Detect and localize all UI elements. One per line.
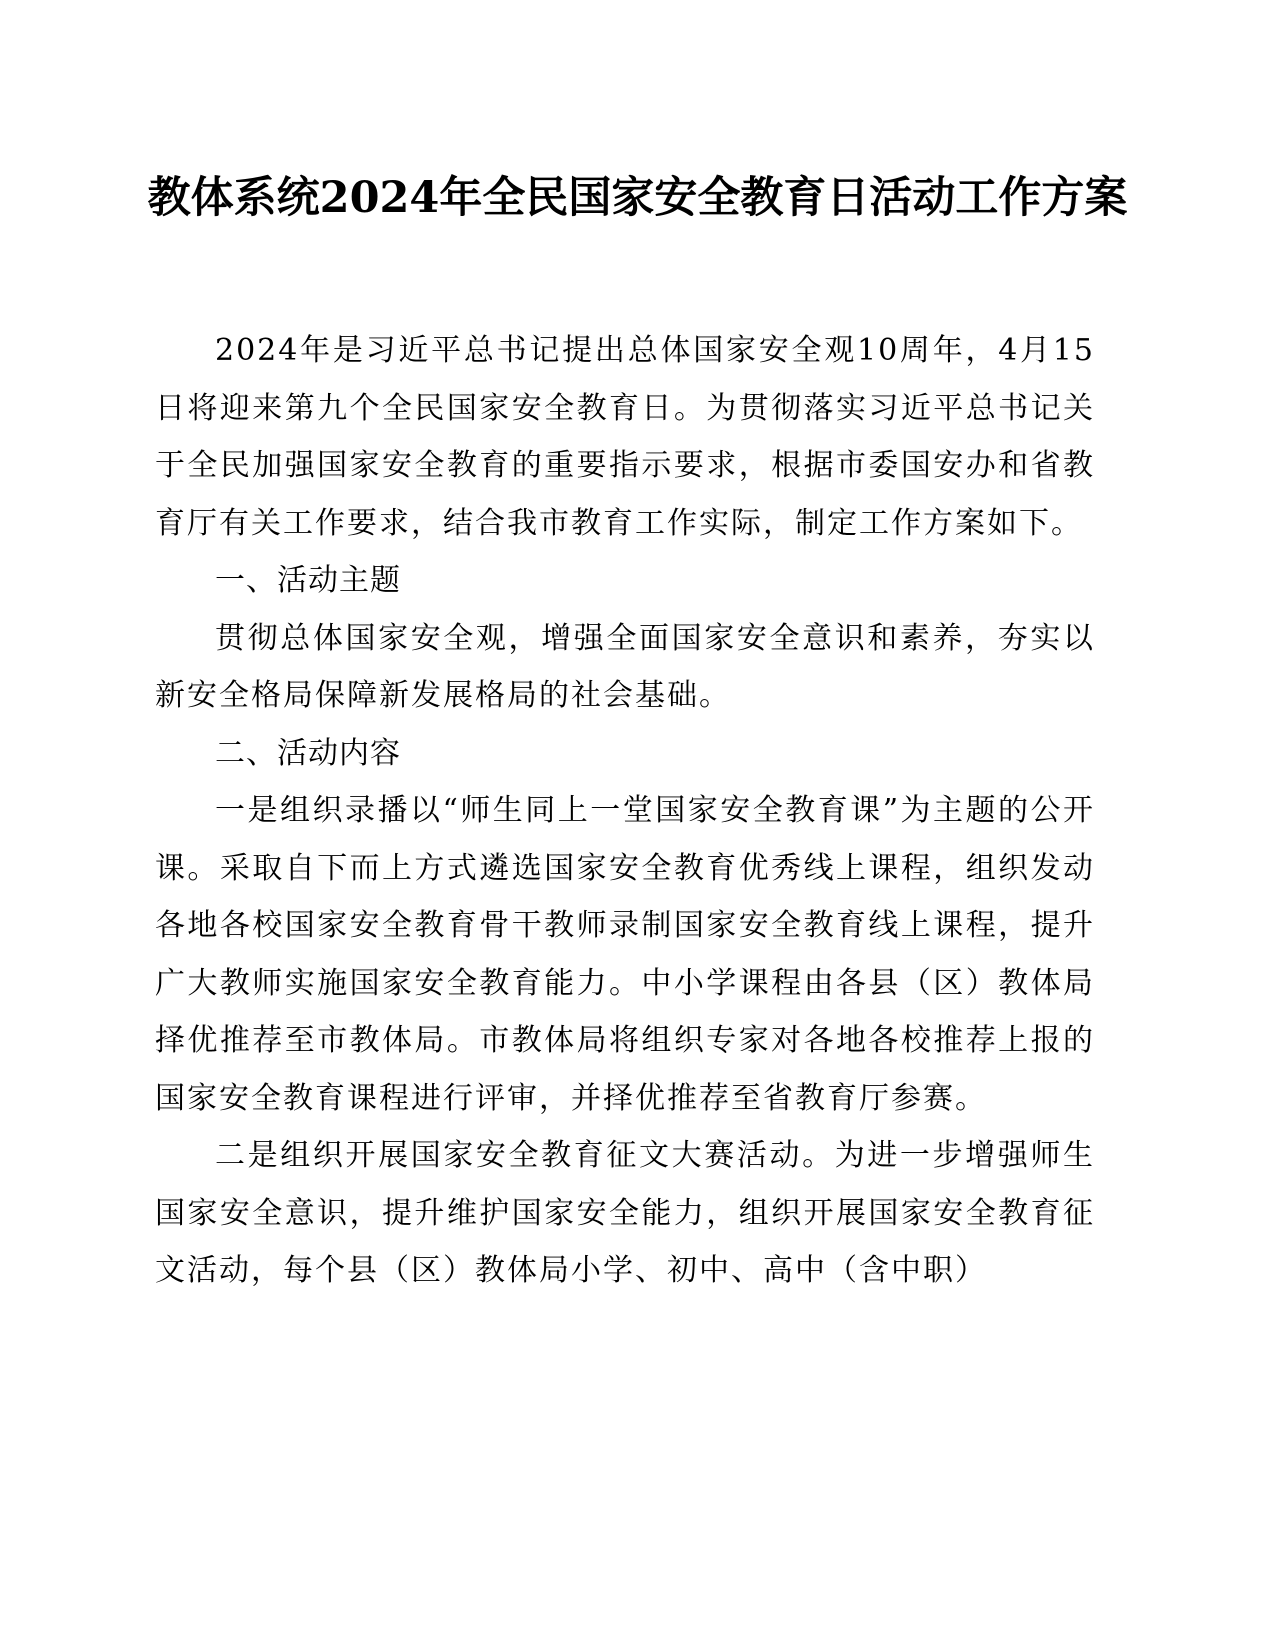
intro-paragraph: 2024年是习近平总书记提出总体国家安全观10周年，4月15日将迎来第九个全民国家安全教育日。为贯彻落实习近平总书记关于全民加强国家安全教育的重要指示要求，根据市委国安办和省教育厅有关工作要求，结合我市教育工作实际，制定工作方案如下。 — [155, 333, 1095, 541]
section-heading-content: 二、活动内容 — [215, 735, 401, 771]
document-body — [155, 322, 1095, 1300]
section-heading-theme: 一、活动主题 — [215, 563, 401, 598]
document-title: 教体系统2024年全民国家安全教育日活动工作方案 — [147, 173, 1128, 223]
content-paragraph-1: 一是组织录播以“师生同上一堂国家安全教育课”为主题的公开课。采取自下而上方式遴选国家安全教育优秀线上课程，组织发动各地各校国家安全教育骨干教师录制国家安全教育线上课程，提升广大教师实施国家安全教育能力。中小学课程由各县（区）教体局择优推荐至市教体局。市教体局将组织专家对各地各校推荐上报的国家安全教育课程进行评审，并择优推荐至省教育厅参赛。 — [155, 793, 1095, 1116]
theme-paragraph: 贯彻总体国家安全观，增强全面国家安全意识和素养，夯实以新安全格局保障新发展格局的社会基础。 — [155, 620, 1095, 713]
content-paragraph-2: 二是组织开展国家安全教育征文大赛活动。为进一步增强师生国家安全意识，提升维护国家安全能力，组织开展国家安全教育征文活动，每个县（区）教体局小学、初中、高中（含中职） — [155, 1138, 1095, 1288]
